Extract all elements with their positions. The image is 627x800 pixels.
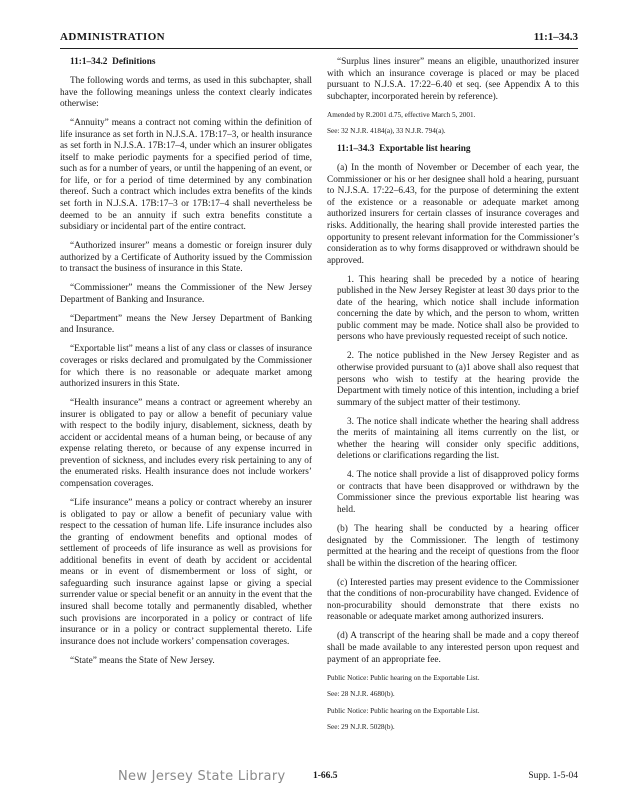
right-column [327,57,579,740]
subitem-3: 3. The notice shall indicate whether the hearing shall address the merits of maintaining all items currently on the list, or whether the hearing will consider only specific additions, deletions or clarifications regarding the list. [337,416,579,462]
definition-life-insurance: “Life insurance” means a policy or contract whereby an insurer is obligated to pay or allow a benefit of pecuniary value with respect to the cessation of human life. Life insurance includes also the granting of endowment benefits and optional modes of settlement of proceeds of life insurance as well as provisions for additional benefits in event of death by accident or accidental means or in event of dismemberment or loss of sight, or safeguarding such insurance against lapse or giving a special surrender value or special benefit or an annuity in the event that the insured shall become totally and permanently disabled, whether such provisions are incorporated in a policy or contract of life insurance or in a policy or contract supplemental thereto. Life insurance does not include workers’ compensation coverages. [60,498,312,647]
page-number: 1-66.5 [313,771,338,781]
definition-commissioner: “Commissioner” means the Commissioner of the New Jersey Department of Banking and Insurance. [60,283,312,305]
definition-exportable-list: “Exportable list” means a list of any class or classes of insurance coverages or risks declared and promulgated by the Commissioner for which there is no reasonable or adequate market among authorized insurers in this State. [60,344,312,390]
header-section-range: 11:1–34.3 [533,31,578,43]
paragraph-c: (c) Interested parties may present evidence to the Commissioner that the conditions of non-procurability have changed. Evidence of non-procurability should demonstrate that there exists no reasonable or adequate market among authorized insurers. [327,577,579,623]
supplement-date: Supp. 1-5-04 [528,771,578,781]
definition-surplus-lines-insurer: “Surplus lines insurer” means an eligible, unauthorized insurer with which an insurance coverage is placed or may be placed pursuant to N.J.S.A. 17:22–6.40 et seq. (see Appendix A to this subchapter, incorporated herein by reference). [327,57,579,102]
amendment-note [327,111,579,137]
library-watermark: New Jersey State Library [118,769,286,784]
paragraph-d: (d) A transcript of the hearing shall be made and a copy thereof shall be made available to any interested person upon request and payment of an appropriate fee. [327,631,579,665]
section-heading-34-2: 11:1–34.2 Definitions [70,57,156,67]
definitions-intro: The following words and terms, as used in this subchapter, shall have the following meanings unless the context clearly indicates otherwise: [60,76,312,110]
subitem-2: 2. The notice published in the New Jersey Register and as otherwise provided pursuant to (a)1 above shall also request that persons who wish to testify at the hearing provide the Department with timely notice of this intention, including a brief summary of the subject matter of their testimony. [337,351,579,408]
amended-line: Amended by R.2001 d.75, effective March 5, 2001. [327,110,476,119]
paragraph-a: (a) In the month of November or December of each year, the Commissioner or his or her designee shall hold a hearing, pursuant to N.J.S.A. 17:22–6.43, for the purpose of determining the extent of the existence or a reasonable or adequate market among authorized insurers for certain classes of insurance coverages and risks. Additionally, the hearing shall provide interested parties the opportunity to present relevant information for the Commissioner’s consideration as to why forms disapproved or withdrawn should be approved. [327,163,579,266]
definition-state: “State” means the State of New Jersey. [70,655,215,666]
public-notice-2-citation: See: 29 N.J.R. 5028(b). [327,723,395,732]
public-notice-1-citation: See: 28 N.J.R. 4680(b). [327,690,395,699]
page-footer [60,767,578,787]
subitem-4: 4. The notice shall provide a list of disapproved policy forms or contracts that have been disapproved or withdrawn by the Commissioner since the previous exportable list hearing was held. [337,470,579,515]
section-heading-34-3: 11:1–34.3 Exportable list hearing [337,144,471,155]
definition-health-insurance: “Health insurance” means a contract or agreement whereby an insurer is obligated to pay or allow a benefit of pecuniary value with respect to the bodily injury, disablement, sickness, death by accident or accidental means of a human being, or because of any expense relating thereto, or because of any expense incurred in prevention of sickness, and includes every risk pertaining to any of the enumerated risks. Health insurance does not include workers’ compensation coverages. [60,398,312,489]
definition-annuity: “Annuity” means a contract not coming within the definition of life insurance as set forth in N.J.S.A. 17B:17–3, or health insurance as set forth in N.J.S.A. 17B:17–4, under which an insurer obligates itself to make periodic payments for a specified period of time, such as for a number of years, or until the happening of an event, or for life, or for a period of time determined by any combination thereof. Such a contract which includes extra benefits of the kinds set forth in N.J.S.A. 17B:17–3 or 17B:17–4 shall nevertheless be deemed to be an annuity if such extra benefits constitute a subsidiary or incidental part of the entire contract. [60,118,312,233]
public-notices [327,674,579,733]
paragraph-b: (b) The hearing shall be conducted by a hearing officer designated by the Commissioner. The length of testimony permitted at the hearing and the receipt of questions from the floor shall be within the discretion of the hearing officer. [327,524,579,569]
see-citation: See: 32 N.J.R. 4184(a), 33 N.J.R. 794(a). [327,127,446,136]
definition-authorized-insurer: “Authorized insurer” means a domestic or foreign insurer duly authorized by a Certificate of Authority issued by the Commission to transact the business of insurance in this State. [60,241,312,275]
header-title: ADMINISTRATION [60,31,166,43]
header-rule [60,48,578,49]
page-header [60,31,578,47]
left-column [60,57,312,675]
public-notice-1: Public Notice: Public hearing on the Exportable List. [327,673,480,682]
subitem-1: 1. This hearing shall be preceded by a notice of hearing published in the New Jersey Register at least 30 days prior to the date of the hearing, which notice shall include information concerning the date by which, and the person to whom, written public comment may be made. Notice shall also be provided to persons who have previously requested receipt of such notice. [337,274,579,343]
definition-department: “Department” means the New Jersey Department of Banking and Insurance. [60,313,312,336]
paragraph-a-subitems [327,275,579,517]
public-notice-2: Public Notice: Public hearing on the Exportable List. [327,706,480,715]
